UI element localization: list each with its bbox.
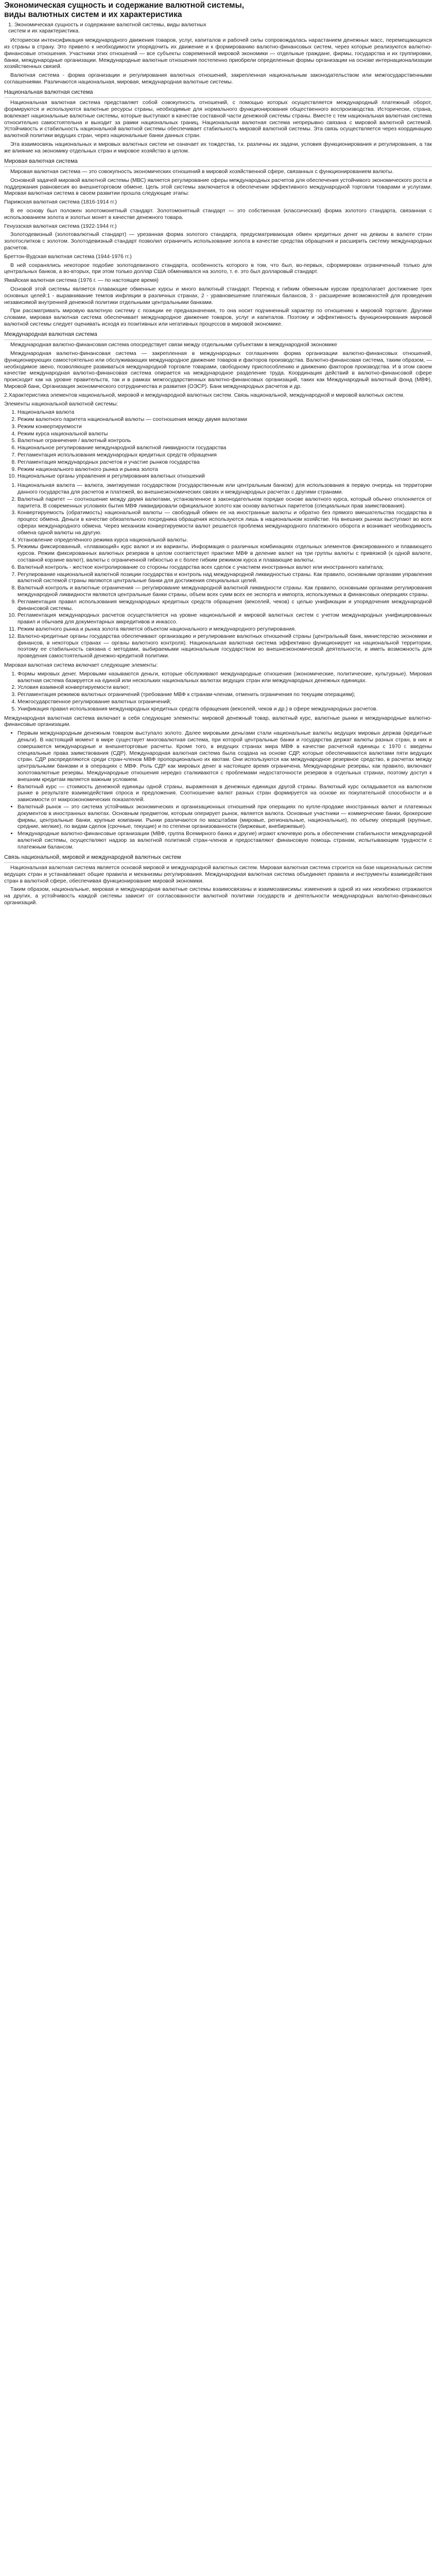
list-item: 7. Регламентация использования международных кредитных средств обращения (18, 452, 432, 459)
link-paragraph: Национальная валютная система является основой мировой и международной валютных систем. Мировая валютная система строится на базе национальных систем ведущих стран и устанавливает общие правила и механизмы регулирования. Международная валютная система объединяет правила и инструменты взаимодействия стран в валютной сфере, обеспечивая функционирование мировой экономики. (4, 864, 432, 884)
stage-text: В ней сохранялись некоторое подобие золотодевизного стандарта, особенность которого в том, что был, во-первых, сформирован ограниченный только для центральных банков, а во-вторых, при этом только доллар США обменивался на золото, т. е. это был долларовый стандарт. (4, 262, 432, 275)
world-paragraph: Основной задачей мировой валютной системы (МВС) является регулирование сферы международных расчетов для обеспечения устойчивого экономического роста и поддержания равновесия во внешнеторговом обмене. Цель этой системы заключается в обеспечении эффективного международной торговли товарами и услугами. Мировая валютная система в своем развитии прошла следующие этапы: (4, 177, 432, 197)
list-item: 8. Валютный контроль и валютные ограничения — регулирование международной валютной ликвидности страны. Как правило, основными органами регулирования международной ликвидности являются центральные банки страны, объем всех сумм всех ее экспорта и импорта, используемых в финансовых операциях страны. (18, 585, 432, 598)
list-item: 2. Валютный паритет — соотношение между двумя валютами, установленное в законодательном порядке основе валютного курса, который обычно отклоняется от паритета. В современных условиях бытия МВФ ликвидировали официальное золото как основу валютных паритетов (специальных прав заимствования). (18, 496, 432, 510)
list-item: 4. Установление определённого режима курса национальной валюты. (18, 537, 432, 544)
world-elements-list (4, 671, 432, 713)
world-closing-paragraph: При рассматривать мировую валютную систему с позиции ее предназначения, то она носит подчиненный характер по отношению к мировой торговле. Другими словами, мировая валютная система обеспечивает международное движение товаров, услуг и капиталов. Поэтому и эффективность функционирования мировой валютной системы следует оценивать исходя из позитивных или негативных процессов в мировой экономике. (4, 308, 432, 327)
section-heading-international: Международная валютная система (4, 331, 97, 337)
list-item: 6. Национальное регулирование международной валютной ликвидности государства (18, 445, 432, 451)
stage-name: Бреттон-Вудская валютная система (1944-1976 гг.) (4, 253, 132, 260)
section-divider (4, 166, 432, 167)
national-elements-list (4, 409, 432, 480)
list-item: 8. Регламентация международных расчетов и участие рынков государства (18, 459, 432, 466)
toc-item[interactable]: 1. Экономическая сущность и содержание валютной системы, виды валютных (8, 21, 206, 28)
list-item: 9. Режим национального валютного рынка и рынка золота (18, 466, 432, 473)
document-page (0, 0, 436, 913)
characteristics-heading: 2.Характеристика элементов национальной, мировой и международной валютных систем. Связь национальной, международной и мировой валютных систем. (4, 392, 405, 398)
stage-text: В ее основу был положен золотомонетный стандарт. Золотомонетный стандарт — это собственная (классическая) форма золотого стандарта, связанная с использованием золота и золотых монет в качестве денежного товара. (4, 207, 432, 221)
national-definitions-list (4, 482, 432, 659)
list-item: • Валютный курс — стоимость денежной единицы одной страны, выраженная в денежных единицах другой страны. Валютный курс складывается на валютном рынке в результате взаимодействия спроса и предложения. Соотношение валют разных стран формируется на основе их покупательной способности и в зависимости от макроэкономических показателей. (18, 784, 432, 803)
national-paragraph: Эта взаимосвязь национальных и мировых валютных систем не означает их тождества, т.к. различны их задачи, условия функционирования и регулирования, а так же влияние на экономику отдельных стран и мировое хозяйство в целом. (4, 141, 432, 154)
section-heading-world: Мировая валютная система (4, 158, 78, 164)
international-elements-list (4, 730, 432, 850)
national-elements-heading: Элементы национальной валютной системы: (4, 400, 118, 407)
list-item: 4. Межгосударственное регулирование валютных ограничений; (18, 699, 432, 705)
toc-item[interactable]: систем и их характеристика. (8, 28, 80, 35)
section-divider (4, 97, 432, 98)
stage-text: Золотодевизный (золотовалютный стандарт) — урезанная форма золотого стандарта, предусматривающая обмен кредитных денег на девизы в валюте стран золотослитков с золотом. Золотодевизный стандарт позволил ограничить использование золота в качестве средства обращения и расширить систему международных расчетов. (4, 231, 432, 251)
list-item: 5. Унификация правил использования международных кредитных средств обращения (векселей, чеков и др.) в сфере международных расчетов. (18, 706, 432, 713)
list-item: 5. Валютные ограничения / валютный контроль (18, 437, 432, 444)
page-title-line-2: виды валютных систем и их характеристика (4, 10, 182, 19)
list-item: 3. Режим конвертируемости (18, 423, 432, 430)
list-item: 5. Режимы фиксированный, «плавающий» курс валют и их варианты. Информация о различных комбинациях отдельных элементов фиксированного и плавающего курсов. Режим фиксированных валютных резервов в целом соответствует практике МВФ в деление валют на три группы валюты с привязкой (к одной валюте, составной корзине валют), валюты с ограниченной гибкостью и с более гибким режимом курса и плавающие валюты. (18, 544, 432, 563)
intro-paragraph: Историески интенсификация международного движения товаров, услуг, капиталов и рабочей силы сопровождалась нарастанием денежных масс, перемещающихся из страны в страну. Это привело к необходимости упорядочить их движение и к формированию валютно-финансовых систем, через которые реализуются валютно-финансовые отношения. Участники этих отношений — все субъекты современной мировой экономики — отдельные граждане, фирмы, государства и их группировки, банки, международные организации. Международные валютные отношения постепенно приобрели определенные формы организации на основе интернационализации хозяйственных связей. (4, 37, 432, 70)
list-item: • Международные валютно-финансовые организации (МВФ, группа Всемирного банка и другие) играют ключевую роль в обеспечении стабильности международной валютной системы, осуществляют надзор за валютной политикой стран-членов и предоставляют финансовую помощь странам, испытывающим трудности с платежным балансом. (18, 831, 432, 850)
list-item: 11. Режим валютного рынка и рынка золота является объектом национального и международного регулирования. (18, 626, 432, 633)
page-title (4, 1, 432, 20)
stage-name: Парижская валютная система (1816-1914 гг.) (4, 199, 117, 206)
national-paragraph: Национальная валютная система представляет собой совокупность отношений, с помощью которых осуществляется международный платежный оборот, формируются и используются валютные ресурсы страны, необходимые для нормального функционирования общественного воспроизводства. Исторически, страна, вовлекает национальные валютные системы, которые выступают в качестве составной части денежной системы страны. Вместе с тем национальная валютная система относительно самостоятельна и выходит за рамки национальных границ. Национальная валютная система непрерывно связана с мировой валютной системой. Устойчивость и стабильность национальной валютной системы обеспечивает стабильность мировой валютной системы. Эта связь осуществляется через координацию валютной политики ведущих стран, через национальные банки данных стран. (4, 99, 432, 139)
list-item: 3. Регламентация режимов валютных ограничений (требование МВФ к странам-членам, отменить ограничения по текущим операциям); (18, 691, 432, 698)
list-item: 6. Валютный контроль - жесткое контролирование со стороны государства всех сделок с участием иностранных валют или иностранного капитала; (18, 564, 432, 571)
list-item: • Валютный рынок — это система устойчивых экономических и организационных отношений при операциях по купле-продаже иностранных валют и платежных документов в иностранных валютах. Основным предметом, которым оперирует рынок, является валюта. Основные участники — коммерческие банки, брокерские фирмы, центральные банки, крупные компании. Рынки различаются по масштабам (мировые, региональные, национальные), по объему операций (крупные, средние, мелкие), по видам сделок (срочные, текущие) и по степени организованности (биржевые, внебиржевые). (18, 804, 432, 830)
list-item: 9. Регламентация правил использования международных кредитных средств обращения (векселей, чеков) с целью унификации и упорядочения международной финансовой системы. (18, 599, 432, 612)
section-heading-link: Связь национальной, мировой и международной валютных систем (4, 854, 181, 860)
international-elements-heading: Международная валютная система включает в себя следующие элементы: мировой денежный товар, валютный курс, валютные рынки и международные валютно-финансовые организации. (4, 715, 432, 728)
list-item: 10. Регламентация международных расчетов осуществляется на уровне национальной и мировой валютных систем с учетом международных унифицированных правил и обычаев для документарных аккредитивов и инкассо. (18, 612, 432, 625)
stage-text: Основой этой системы является плавающие обменные курсы и много валютный стандарт. Переход к гибким обменным курсам предполагает достижение трех основных целей:1 - выравнивание темпов инфляции в различных странах, 2 - уравновешение платежных балансов, 3 - расширение возможностей для проведения независимой внутренней денежной политики отдельными центральными банками. (4, 285, 432, 306)
world-elements-heading: Мировая валютная система включает следующие элементы: (4, 662, 158, 668)
list-item: 2. Режим валютного паритета национальной валюты — соотношения между двумя валютами (18, 416, 432, 423)
section-heading-national: Национальная валютная система (4, 89, 93, 95)
list-item: 12. Валютно-кредитные органы государства обеспечивают организацию и регулирование валютных отношений страны (центральный банк, министерство экономики и финансов, в некоторых странах — органы валютного контроля). Национальная валютная система эффективно функционирует на национальной территории, поэтому ее стабильность связана с методами, выбираемыми национальным государством во внешнеэкономической деятельности, и иметь возможность для проведения самостоятельной денежно-кредитной политики. (18, 633, 432, 659)
list-item: 3. Конвертируемость (обратимость) национальной валюты — свободный обмен ее на иностранные валюты и обратно без прямого вмешательства государства в процесс обмена. Деньги в качестве обязательного посредника обращения используются лишь в национальном хозяйстве. На внешних рынках выступают во всех сферах международного обмена. Через механизм конвертируемости валют решается проблема международного платежного оборота и возникает необходимость обмена одной валюты на другую. (18, 510, 432, 536)
list-item: 4. Режим курса национальной валюты (18, 431, 432, 437)
page-title-line-1: Экономическая сущность и содержание валютной системы, (4, 1, 245, 10)
list-item: 2. Условия взаимной конвертируемости валют; (18, 684, 432, 691)
link-paragraph: Таким образом, национальные, мировая и международная валютные системы взаимосвязаны и взаимозависимы: изменения в одной из них неизбежно отражаются на других, а устойчивость каждой системы зависит от согласованности валютной политики государств и деятельности международных валютно-финансовых организаций. (4, 886, 432, 906)
list-item: 1. Формы мировых денег. Мировыми называются деньги, которые обслуживают международные отношения (экономические, политические, культурные). Мировая валютная система базируется на единой или нескольких национальных валютах ведущих стран или международных денежных единицах. (18, 671, 432, 684)
list-item: 10. Национальные органы управления и регулирования валютных отношений (18, 473, 432, 480)
stage-name: Генуэзская валютная система (1922-1944 гг.) (4, 223, 117, 229)
table-of-contents (4, 22, 432, 35)
list-item: • Первым международным денежным товаром выступало золото. Далее мировыми деньгами стали национальные валюты ведущих мировых держав (кредитные деньги). В настоящий момент в мире существует многовалютная система, при которой центральные банки и государства держат валюты разных стран, в них и совершаются международные и внешнеторговые расчеты. Кроме того, в ведущих странах мира МВФ в качестве расчетной единицы с 1970 г. введены специальные права заимствования (СДР). Международная валютная система была создана на основе СДР, которые обеспечиваются валютами пяти ведущих стран. СДР распределяются среди стран-членов МВФ пропорционально их квотам. Они используются как международное резервное средство, в расчетах между центральными банками и в операциях с МВФ. Роль СДР как мировых денег в настоящее время ограничена. Международные резервы, как правило, включают золотовалютные резервы. Международные отношения нередко сталкиваются с проблемами недостаточности резервов в отдельных странах, поэтому доступ к внешним кредитам является важным условием. (18, 730, 432, 783)
world-paragraph: Мировая валютная система — это совокупность экономических отношений в мировой хозяйственной сфере, связанных с функционированием валюты. (10, 168, 394, 175)
international-paragraph: Международная валютно-финансовая система опосредствует связи между отдельными субъектами в международной экономике (10, 342, 337, 348)
list-item: 1. Национальная валюта — валюта, эмитируемая государством (государственным или центральным банком) для использования в первую очередь на территории данного государства для расчетов и платежей, во внешнеэкономических связях и международных расчетах с другими странами. (18, 482, 432, 496)
list-item: 1. Национальная валюта (18, 409, 432, 416)
list-item: 7. Регулирование национальной валютной позиции государства и контроль над международной ликвидностью страны. Как правило, основными органами управления валютной системой страны являются центральные банки для достижения специальных целей. (18, 571, 432, 585)
intro-paragraph: Валютная система - форма организации и регулирования валютных отношений, закрепленная национальным законодательством или межгосударственными соглашениями. Различаются национальная, мировая, международная валютные системы. (4, 72, 432, 85)
international-paragraph: Международная валютно-финансовая система — закрепленная в международных соглашениях форма организации валютно-финансовых отношений, функционирующих самостоятельно или обслуживающих международное движение товаров и факторов производства. Валютно-финансовая система, таким образом, — необходимое звено, позволяющее развиваться международной торговле товарами, свободному приспособлению и движению факторов производства. И в этом своем качестве международная валютно-финансовая система опирается на международное разделение труда. Координация действий в валютно-финансовой сфере происходит как на уровне правительств, так и в рамках межгосударственных валютно-финансовых организаций, таких как Международный валютный фонд (МВФ), Мировой банк, Организация экономического сотрудничества и развития (ОЭСР). Банк международных расчетов и др. (4, 350, 432, 389)
stage-name: Ямайская валютная система (1976 г. — по настоящее время) (4, 277, 159, 284)
section-divider (4, 862, 432, 863)
